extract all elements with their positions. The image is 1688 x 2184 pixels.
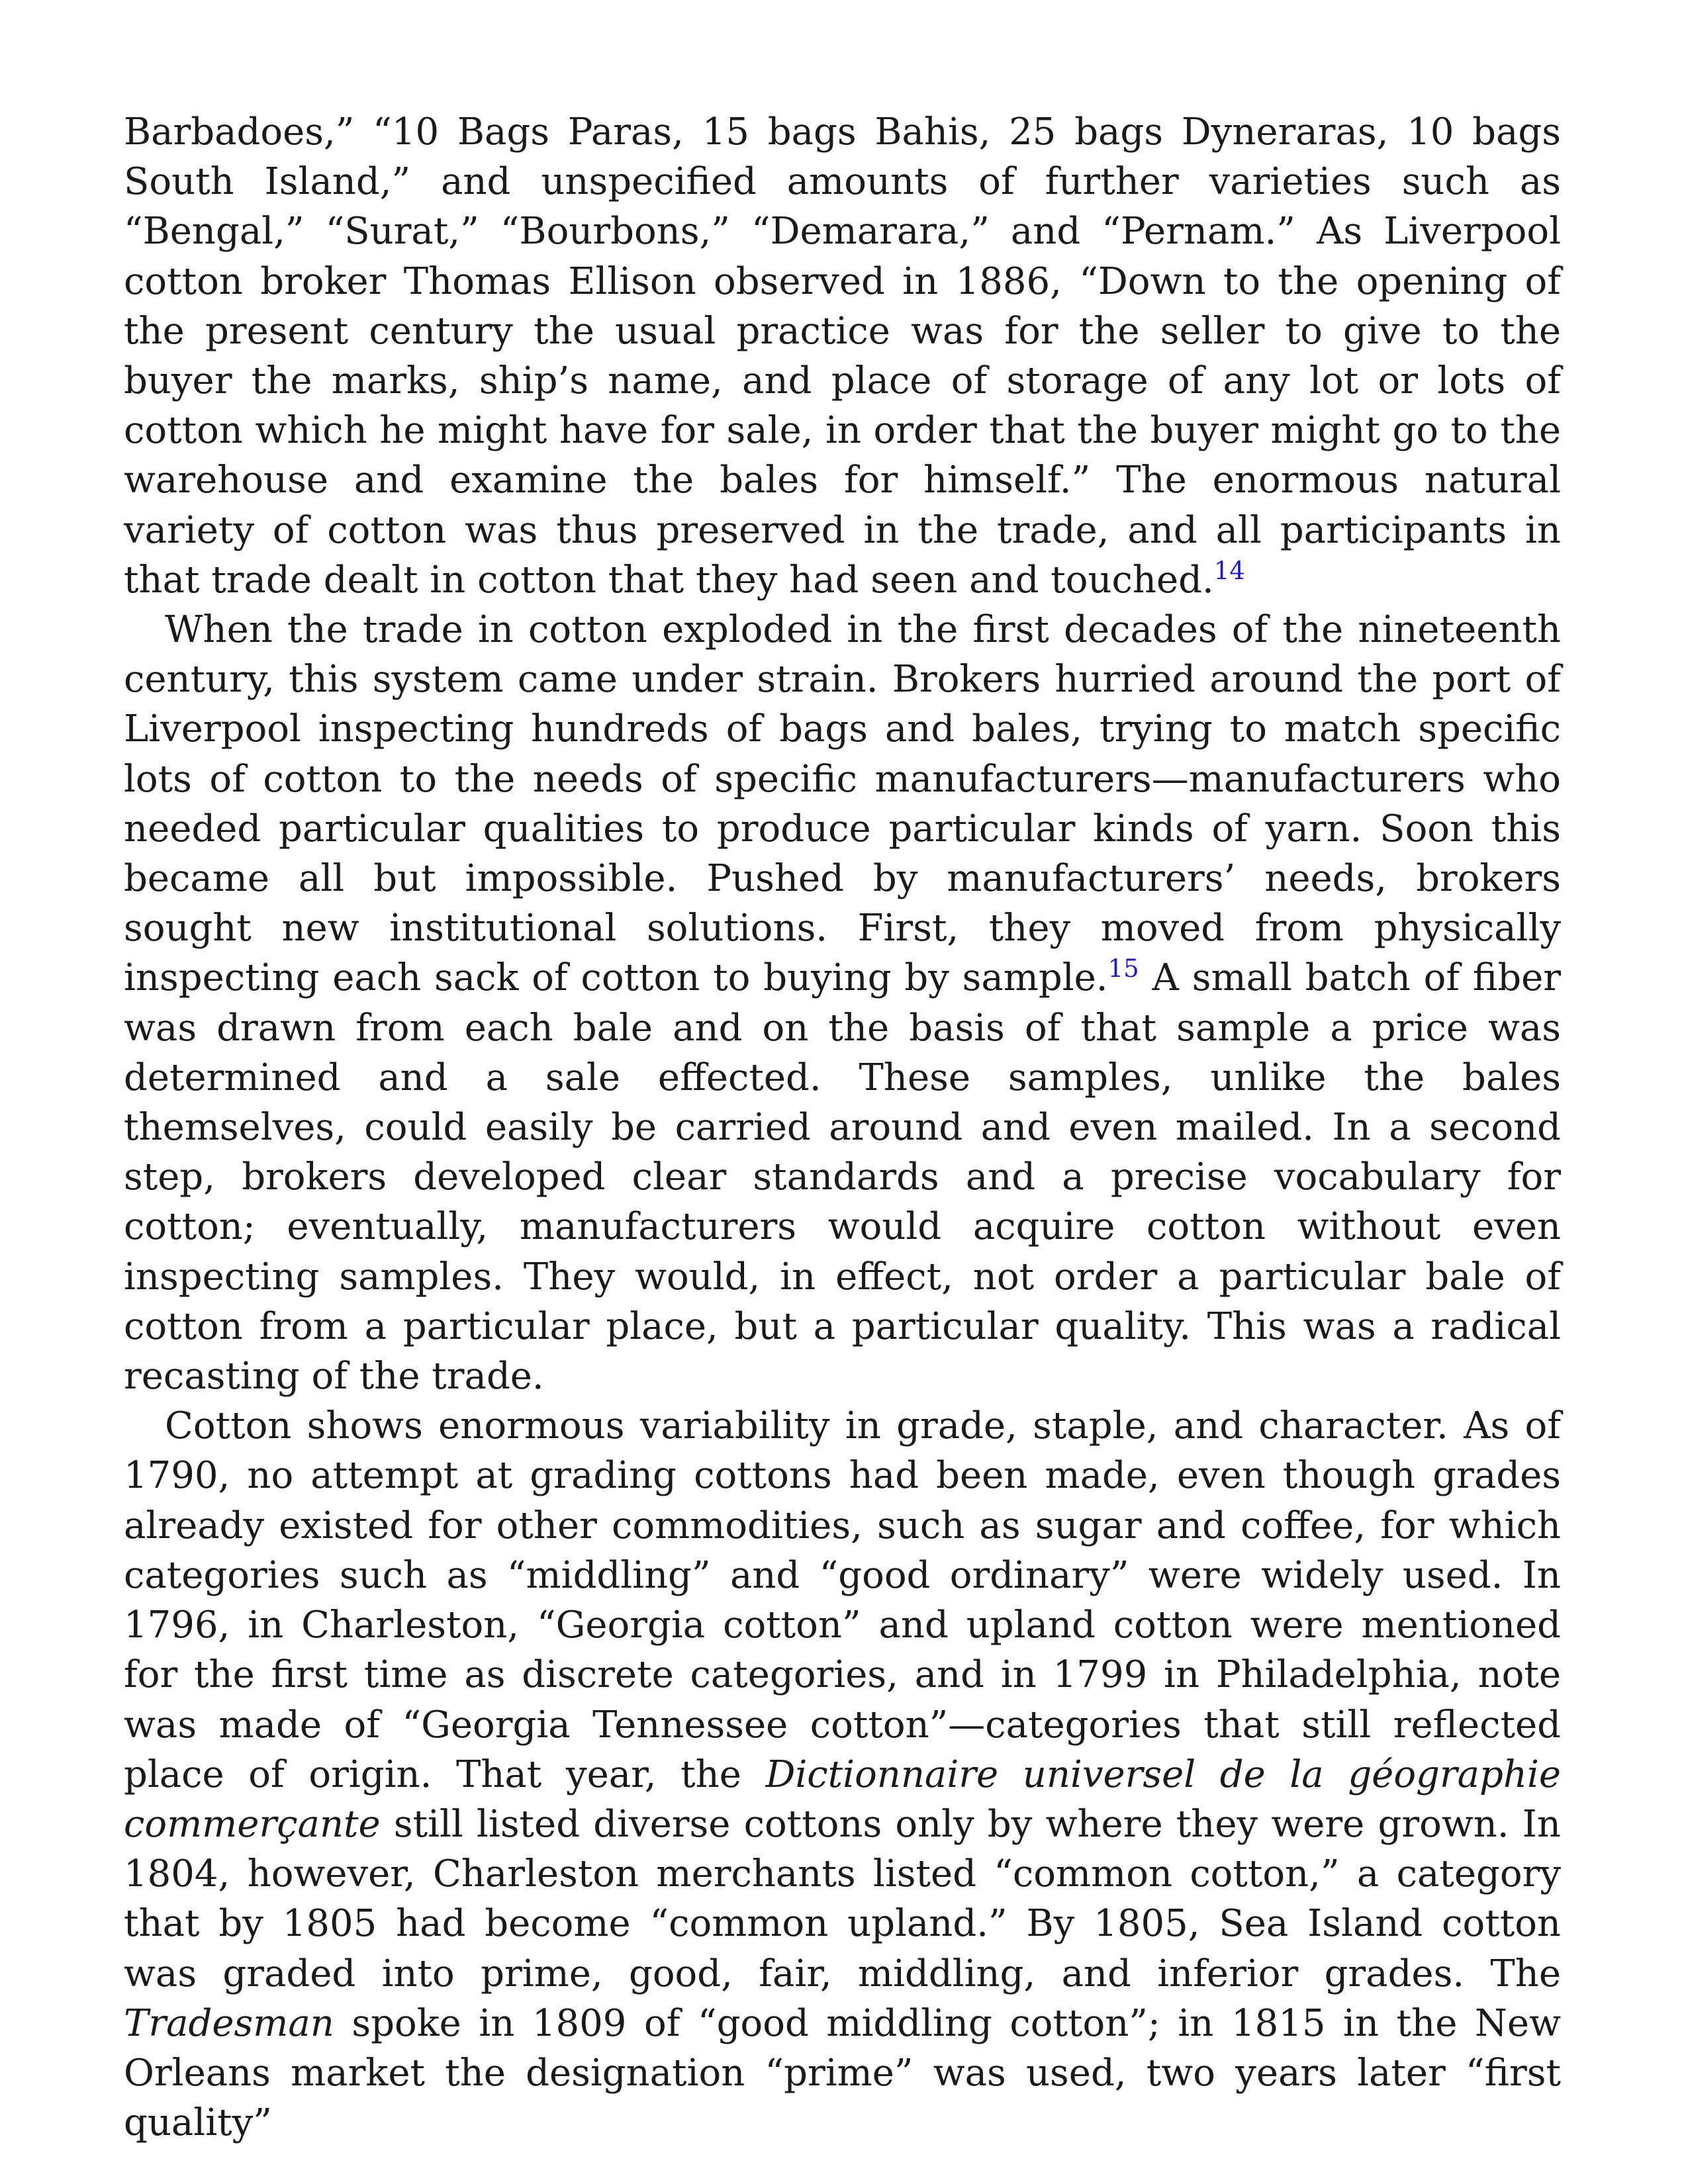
paragraph-3 <box>124 1401 1561 2148</box>
footnote-link-15[interactable]: 15 <box>1107 954 1139 983</box>
paragraph-1 <box>124 107 1561 605</box>
paragraph-text: A small batch of fiber was drawn from each bale and on the basis of that sample a price was determined and a sale effected. These samples, unlike the bales themselves, could easily be carried around and even mailed. In a second step, brokers developed clear standards and a precise vocabulary for cotton; eventually, manufacturers would acquire cotton without even inspecting samples. They would, in effect, not order a particular bale of cotton from a particular place, but a particular quality. This was a radical recasting of the trade. <box>124 956 1561 1398</box>
book-page <box>124 107 1561 2148</box>
paragraph-text: Barbadoes,” “10 Bags Paras, 15 bags Bahis, 25 bags Dyneraras, 10 bags South Island,” and unspecified amounts of further varieties such as “Bengal,” “Surat,” “Bourbons,” “Demarara,” and “Pernam.” As Liverpool cotton broker Thomas Ellison observed in 1886, “Down to the opening of the present century the usual practice was for the seller to give to the buyer the marks, ship’s name, and place of storage of any lot or lots of cotton which he might have for sale, in order that the buyer might go to the warehouse and examine the bales for himself.” The enormous natural variety of cotton was thus preserved in the trade, and all participants in that trade dealt in cotton that they had seen and touched. <box>124 111 1561 602</box>
paragraph-text: spoke in 1809 of “good middling cotton”; in 1815 in the New Orleans market the designation “prime” was used, two years later “first quality” <box>124 2001 1561 2145</box>
paragraph-text: Cotton shows enormous variability in grade, staple, and character. As of 1790, no attempt at grading cottons had been made, even though grades already existed for other commodities, such as sugar and coffee, for which categories such as “middling” and “good ordinary” were widely used. In 1796, in Charleston, “Georgia cotton” and upland cotton were mentioned for the first time as discrete categories, and in 1799 in Philadelphia, note was made of “Georgia Tennessee cotton”—categories that still reflected place of origin. That year, the <box>124 1404 1561 1796</box>
paragraph-text: still listed diverse cottons only by where they were grown. In 1804, however, Charleston merchants listed “common cotton,” a category that by 1805 had become “common upland.” By 1805, Sea Island cotton was graded into prime, good, fair, middling, and inferior grades. The <box>124 1802 1561 1995</box>
paragraph-2 <box>124 605 1561 1401</box>
footnote-link-14[interactable]: 14 <box>1213 556 1245 585</box>
italic-title-dictionnaire: Dictionnaire universel de la géographie commerçante <box>124 1752 1561 1846</box>
paragraph-text: When the trade in cotton exploded in the first decades of the nineteenth century, this system came under strain. Brokers hurried around the port of Liverpool inspecting hundreds of bags and bales, trying to match specific lots of cotton to the needs of specific manufacturers—manufacturers who needed particular qualities to produce particular kinds of yarn. Soon this became all but impossible. Pushed by manufacturers’ needs, brokers sought new institutional solutions. First, they moved from physically inspecting each sack of cotton to buying by sample. <box>124 608 1561 1000</box>
italic-title-tradesman: Tradesman <box>124 2001 334 2045</box>
